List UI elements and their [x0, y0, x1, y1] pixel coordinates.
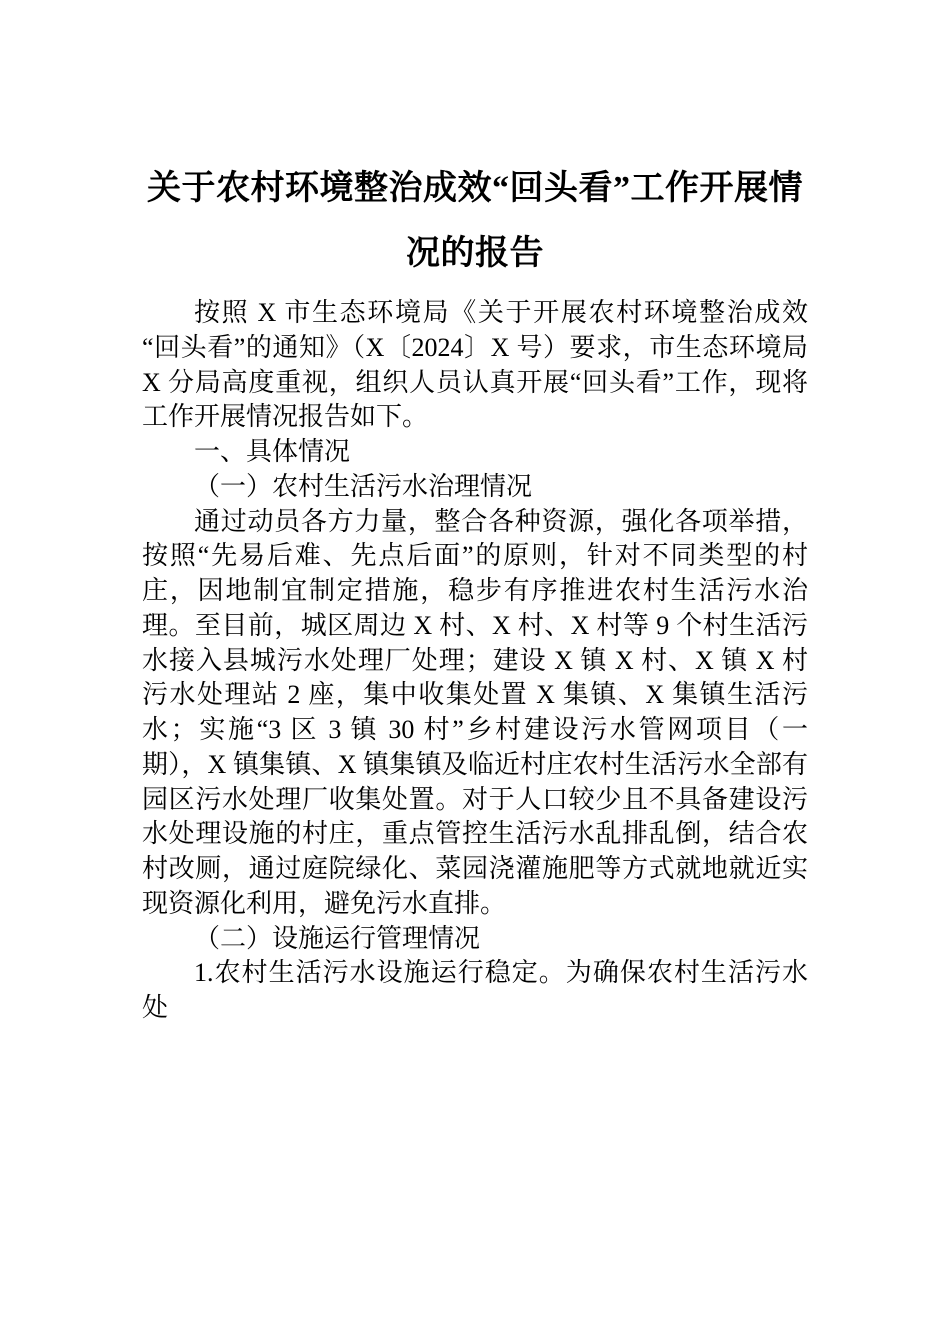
paragraph-facility-operation: 1.农村生活污水设施运行稳定。为确保农村生活污水处 [142, 958, 808, 1022]
heading-subsection-1-1: （一）农村生活污水治理情况 [194, 471, 533, 501]
heading-subsection-1-2: （二）设施运行管理情况 [194, 923, 481, 953]
document-title [142, 156, 808, 286]
paragraph-intro: 按照 X 市生态环境局《关于开展农村环境整治成效“回头看”的通知》（X〔2024〕X 号）要求，市生态环境局 X 分局高度重视，组织人员认真开展“回头看”工作，现将工作开展情况报告如下。 [142, 298, 808, 432]
heading-section-1: 一、具体情况 [194, 437, 351, 466]
document-title-line-1: 关于农村环境整治成效“回头看”工作开展情 [147, 170, 803, 207]
paragraph-sewage-treatment: 通过动员各方力量，整合各种资源，强化各项举措，按照“先易后难、先点后面”的原则，针对不同类型的村庄，因地制宜制定措施，稳步有序推进农村生活污水治理。至目前，城区周边 X 村、X 村、X 村等 9 个村生活污水接入县城污水处理厂处理；建设 X 镇 X 村、X 镇 X 村污水处理站 2 座，集中收集处置 X 集镇、X 集镇生活污水；实施“3 区 3 镇 30 村”乡村建设污水管网项目（一期），X 镇集镇、X 镇集镇及临近村庄农村生活污水全部有园区污水处理厂收集处置。对于人口较少且不具备建设污水处理设施的村庄，重点管控生活污水乱排乱倒，结合农村改厕，通过庭院绿化、菜园浇灌施肥等方式就地就近实现资源化利用，避免污水直排。 [142, 506, 808, 918]
document-title-line-2: 况的报告 [406, 235, 544, 272]
